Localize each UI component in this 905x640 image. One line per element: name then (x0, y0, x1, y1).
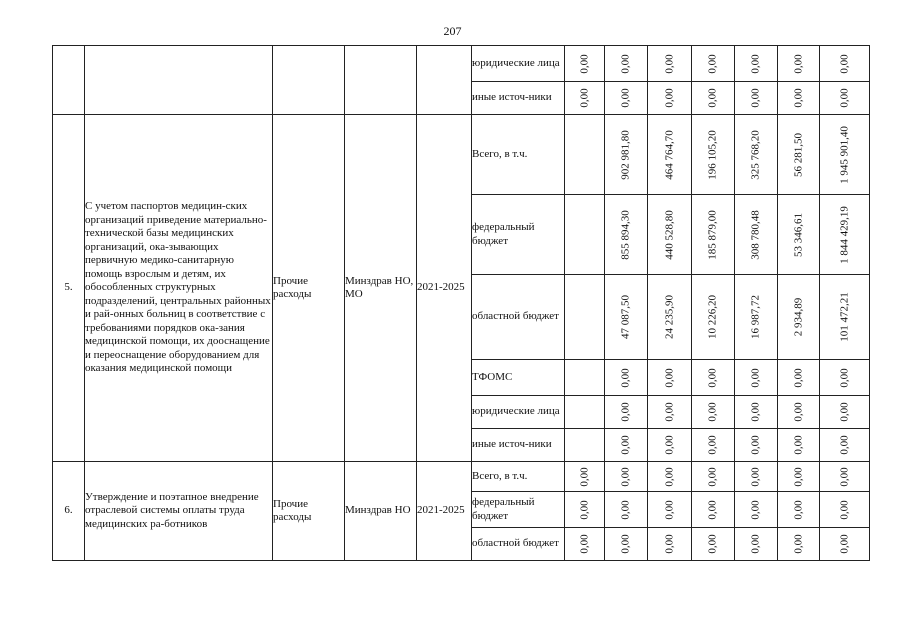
amount-value: 53 346,61 (791, 212, 804, 257)
amount-cell (735, 528, 778, 561)
amount-cell (605, 528, 648, 561)
amount-value: 0,00 (619, 53, 632, 74)
funding-source: федеральный бюджет (472, 195, 565, 275)
period (417, 46, 472, 115)
amount-cell (648, 429, 692, 462)
amount-value: 56 281,50 (791, 132, 804, 177)
amount-cell (735, 396, 778, 429)
amount-cell (820, 396, 870, 429)
amount-value: 308 780,48 (749, 209, 762, 260)
amount-value: 185 879,00 (706, 209, 719, 260)
amount-cell (605, 275, 648, 360)
amount-value: 16 987,72 (749, 295, 762, 339)
expense-type: Прочие расходы (273, 115, 345, 462)
amount-value: 0,00 (837, 88, 850, 108)
amount-value: 0,00 (706, 402, 719, 422)
amount-value: 0,00 (749, 367, 762, 388)
amount-cell (692, 492, 735, 528)
funding-source: юридические лица (472, 396, 565, 429)
amount-cell (648, 492, 692, 528)
amount-cell (565, 360, 605, 396)
amount-cell (605, 360, 648, 396)
amount-value: 0,00 (619, 534, 632, 554)
table-row (53, 46, 870, 82)
funding-source: федеральный бюджет (472, 492, 565, 528)
executor: Минздрав НО, МО (345, 115, 417, 462)
row-number (53, 46, 85, 115)
amount-value: 1 945 901,40 (837, 125, 850, 184)
amount-value: 0,00 (577, 466, 590, 487)
amount-cell (820, 429, 870, 462)
amount-value: 902 981,80 (619, 129, 632, 180)
amount-cell (778, 396, 820, 429)
amount-cell (565, 275, 605, 360)
activity-description (85, 46, 273, 115)
amount-value: 0,00 (749, 466, 762, 487)
program-activities-table (52, 45, 870, 561)
amount-value: 0,00 (706, 534, 719, 554)
amount-cell (648, 195, 692, 275)
amount-value: 0,00 (706, 499, 719, 520)
amount-cell (735, 195, 778, 275)
amount-value: 0,00 (706, 367, 719, 388)
amount-cell (820, 275, 870, 360)
amount-value: 0,00 (577, 534, 590, 554)
amount-cell (565, 396, 605, 429)
amount-value: 0,00 (791, 534, 804, 554)
amount-cell (735, 462, 778, 492)
amount-cell (820, 195, 870, 275)
amount-cell (820, 492, 870, 528)
amount-cell (565, 492, 605, 528)
amount-value: 0,00 (791, 466, 804, 487)
executor: Минздрав НО (345, 462, 417, 561)
amount-cell (778, 275, 820, 360)
amount-cell (692, 46, 735, 82)
row-number: 5. (53, 115, 85, 462)
amount-cell (735, 115, 778, 195)
amount-cell (565, 115, 605, 195)
amount-value: 0,00 (662, 367, 675, 388)
amount-value: 0,00 (837, 499, 850, 520)
amount-value: 2 934,89 (791, 297, 804, 337)
period: 2021-2025 (417, 462, 472, 561)
amount-cell (565, 82, 605, 115)
executor (345, 46, 417, 115)
amount-cell (735, 429, 778, 462)
amount-cell (648, 396, 692, 429)
amount-cell (692, 429, 735, 462)
amount-value: 0,00 (662, 402, 675, 422)
amount-value: 0,00 (749, 402, 762, 422)
amount-value: 0,00 (619, 367, 632, 388)
amount-cell (692, 195, 735, 275)
amount-value: 0,00 (662, 534, 675, 554)
amount-cell (778, 115, 820, 195)
row-number: 6. (53, 462, 85, 561)
amount-cell (692, 115, 735, 195)
activity-description: С учетом паспортов медицин-ских организаций приведение материально-технической базы медицинских организаций, ока-зывающих первичную медико-санитарную помощь взрослым и детям, их обособленных структурных подразделений, центральных районных и рай-онных больниц в соответствие с требованиями порядков ока-зания медицинской помощи, их дооснащение и переоснащение оборудованием для оказания медицинской помощи (85, 115, 273, 462)
amount-value: 0,00 (791, 499, 804, 520)
amount-cell (605, 195, 648, 275)
amount-cell (820, 462, 870, 492)
amount-value: 0,00 (577, 88, 590, 108)
funding-source: иные источ-ники (472, 429, 565, 462)
amount-value: 0,00 (837, 402, 850, 422)
amount-value: 325 768,20 (749, 129, 762, 180)
amount-cell (648, 528, 692, 561)
amount-cell (692, 528, 735, 561)
amount-cell (735, 360, 778, 396)
amount-value: 101 472,21 (837, 292, 850, 342)
amount-cell (692, 462, 735, 492)
amount-cell (648, 462, 692, 492)
table-row (53, 115, 870, 195)
page-number: 207 (443, 24, 462, 38)
amount-cell (565, 195, 605, 275)
amount-value: 0,00 (749, 435, 762, 455)
amount-value: 10 226,20 (706, 295, 719, 339)
amount-cell (692, 396, 735, 429)
activity-description: Утверждение и поэтапное внедрение отраслевой системы оплаты труда медицинских ра-ботников (85, 462, 273, 561)
amount-cell (778, 429, 820, 462)
amount-cell (778, 46, 820, 82)
amount-value: 47 087,50 (619, 295, 632, 339)
amount-value: 0,00 (619, 466, 632, 487)
amount-value: 196 105,20 (706, 129, 719, 180)
amount-value: 0,00 (749, 534, 762, 554)
amount-value: 24 235,90 (662, 295, 675, 339)
amount-cell (778, 492, 820, 528)
amount-cell (778, 528, 820, 561)
amount-value: 0,00 (837, 435, 850, 455)
amount-value: 0,00 (662, 53, 675, 74)
amount-value: 0,00 (749, 499, 762, 520)
amount-value: 1 844 429,19 (837, 205, 850, 264)
amount-cell (648, 82, 692, 115)
amount-value: 0,00 (619, 402, 632, 422)
amount-value: 440 528,80 (662, 209, 675, 260)
amount-value: 0,00 (706, 88, 719, 108)
amount-value: 0,00 (791, 367, 804, 388)
amount-cell (778, 462, 820, 492)
table-row (53, 462, 870, 492)
amount-value: 0,00 (577, 499, 590, 520)
amount-cell (778, 195, 820, 275)
amount-cell (605, 429, 648, 462)
amount-cell (820, 115, 870, 195)
amount-cell (692, 360, 735, 396)
amount-cell (605, 115, 648, 195)
amount-cell (778, 82, 820, 115)
amount-cell (605, 82, 648, 115)
amount-value: 0,00 (837, 367, 850, 388)
amount-value: 0,00 (791, 88, 804, 108)
amount-value: 0,00 (749, 88, 762, 108)
amount-cell (735, 275, 778, 360)
amount-cell (692, 275, 735, 360)
amount-cell (820, 82, 870, 115)
amount-value: 0,00 (837, 534, 850, 554)
amount-value: 0,00 (662, 466, 675, 487)
amount-value: 0,00 (619, 88, 632, 108)
amount-cell (735, 46, 778, 82)
expense-type (273, 46, 345, 115)
amount-value: 0,00 (662, 499, 675, 520)
amount-cell (648, 275, 692, 360)
expense-type: Прочие расходы (273, 462, 345, 561)
amount-value: 0,00 (662, 88, 675, 108)
amount-cell (565, 46, 605, 82)
period: 2021-2025 (417, 115, 472, 462)
amount-cell (820, 360, 870, 396)
amount-cell (648, 46, 692, 82)
amount-cell (565, 429, 605, 462)
amount-cell (605, 46, 648, 82)
amount-cell (820, 46, 870, 82)
funding-source: ТФОМС (472, 360, 565, 396)
amount-value: 0,00 (837, 466, 850, 487)
funding-source: Всего, в т.ч. (472, 115, 565, 195)
amount-cell (605, 396, 648, 429)
amount-cell (735, 492, 778, 528)
amount-value: 0,00 (662, 435, 675, 455)
amount-value: 0,00 (619, 499, 632, 520)
amount-value: 0,00 (791, 402, 804, 422)
amount-cell (565, 528, 605, 561)
amount-value: 0,00 (577, 53, 590, 74)
amount-value: 0,00 (837, 53, 850, 74)
amount-cell (735, 82, 778, 115)
amount-cell (648, 115, 692, 195)
amount-cell (778, 360, 820, 396)
amount-value: 0,00 (706, 53, 719, 74)
funding-source: областной бюджет (472, 528, 565, 561)
amount-value: 855 894,30 (619, 209, 632, 260)
amount-value: 0,00 (706, 466, 719, 487)
funding-source: Всего, в т.ч. (472, 462, 565, 492)
amount-value: 464 764,70 (662, 129, 675, 180)
amount-cell (605, 492, 648, 528)
amount-cell (692, 82, 735, 115)
amount-cell (648, 360, 692, 396)
amount-cell (565, 462, 605, 492)
amount-value: 0,00 (706, 435, 719, 455)
amount-value: 0,00 (791, 435, 804, 455)
funding-source: юридические лица (472, 46, 565, 82)
funding-source: областной бюджет (472, 275, 565, 360)
amount-cell (605, 462, 648, 492)
amount-value: 0,00 (619, 435, 632, 455)
amount-value: 0,00 (791, 53, 804, 74)
amount-cell (820, 528, 870, 561)
amount-value: 0,00 (749, 53, 762, 74)
funding-source: иные источ-ники (472, 82, 565, 115)
